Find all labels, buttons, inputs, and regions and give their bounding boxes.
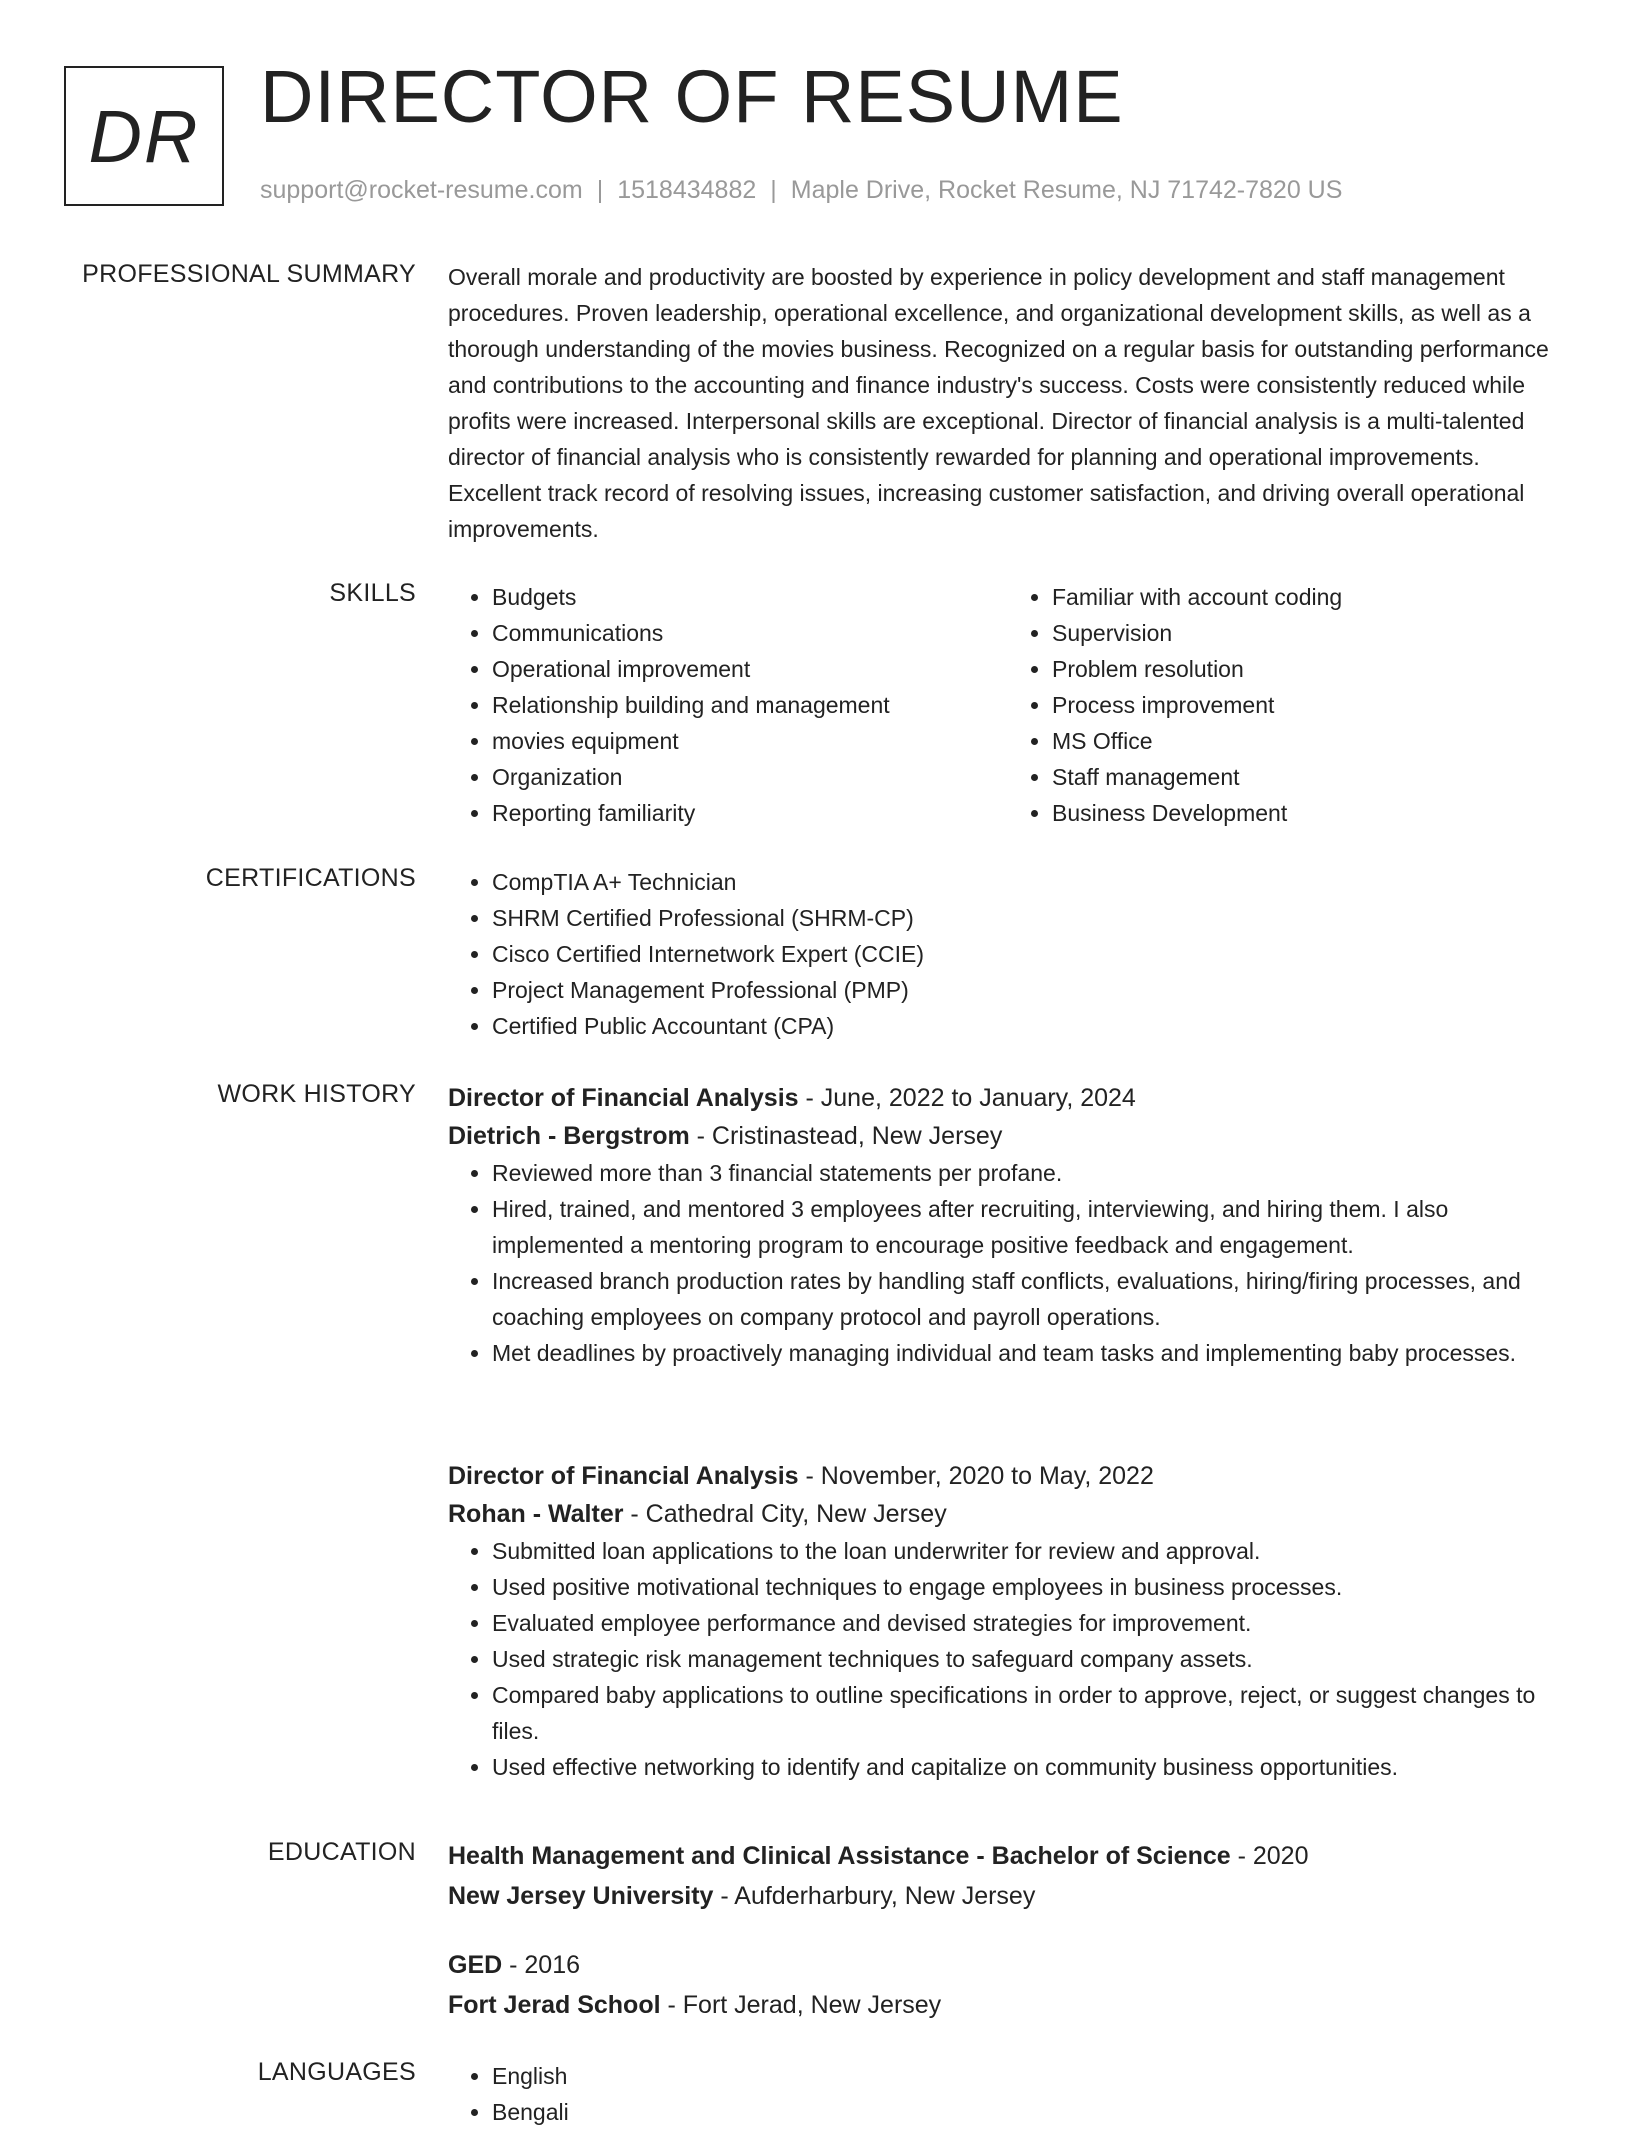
certifications-section: [448, 864, 1568, 1044]
languages-list: [448, 2058, 1568, 2130]
job-company-line: [448, 1117, 1568, 1155]
skill-item: • Process improvement: [1052, 687, 1568, 723]
contact-separator: |: [596, 176, 604, 204]
skill-item: • Familiar with account coding: [1052, 579, 1568, 615]
skill-item: • movies equipment: [492, 723, 1008, 759]
certification-item: • Project Management Professional (PMP): [492, 972, 1568, 1008]
job-bullet: • Met deadlines by proactively managing individual and team tasks and implementing baby processes.: [492, 1335, 1568, 1371]
contact-separator: |: [770, 176, 777, 204]
job-bullets: [448, 1533, 1568, 1785]
skill-item: • Relationship building and management: [492, 687, 1008, 723]
certification-item: • Certified Public Accountant (CPA): [492, 1008, 1568, 1044]
job-title: Director of Financial Analysis: [448, 1462, 799, 1490]
education-year: - 2020: [1230, 1842, 1309, 1870]
job-dates: - November, 2020 to May, 2022: [798, 1462, 1154, 1490]
job-location: - Cathedral City, New Jersey: [623, 1500, 947, 1528]
job-company: Rohan - Walter: [448, 1500, 624, 1528]
contact-email: support@rocket-resume.com: [260, 176, 583, 204]
section-label-languages: LANGUAGES: [257, 2058, 416, 2086]
language-item: • Bengali: [492, 2094, 1568, 2130]
section-label-education: EDUCATION: [267, 1838, 416, 1866]
job-dates: - June, 2022 to January, 2024: [798, 1084, 1136, 1112]
education-entry: [448, 1945, 1568, 2025]
job-bullet: • Reviewed more than 3 financial statements per profane.: [492, 1155, 1568, 1191]
skills-list-right: [1008, 579, 1568, 831]
certification-item: • Cisco Certified Internetwork Expert (CCIE): [492, 936, 1568, 972]
education-location: - Aufderharbury, New Jersey: [713, 1882, 1036, 1910]
skill-item: • Operational improvement: [492, 651, 1008, 687]
certification-item: • SHRM Certified Professional (SHRM-CP): [492, 900, 1568, 936]
job-title: Director of Financial Analysis: [448, 1084, 799, 1112]
education-degree-line: [448, 1945, 1568, 1985]
monogram: DR: [64, 66, 224, 206]
summary-text: Overall morale and productivity are boosted by experience in policy development and staff management procedures. Proven leadership, operational excellence, and organizational development skills, as well as a thorough understanding of the movies business. Recognized on a regular basis for outstanding performance and contributions to the accounting and finance industry's success. Costs were consistently reduced while profits were increased. Interpersonal skills are exceptional. Director of financial analysis is a multi-talented director of financial analysis who is consistently rewarded for planning and operational improvements. Excellent track record of resolving issues, increasing customer satisfaction, and driving overall operational improvements.: [448, 264, 1549, 542]
education-school: Fort Jerad School: [448, 1991, 661, 2019]
certification-item: • CompTIA A+ Technician: [492, 864, 1568, 900]
candidate-name: DIRECTOR OF RESUME: [260, 55, 1124, 138]
job-bullet: • Used positive motivational techniques to engage employees in business processes.: [492, 1569, 1568, 1605]
education-degree: GED: [448, 1951, 503, 1979]
languages-section: [448, 2058, 1568, 2130]
job-bullet: • Submitted loan applications to the loan underwriter for review and approval.: [492, 1533, 1568, 1569]
skills-list-left: [448, 579, 1008, 831]
contact-address: Maple Drive, Rocket Resume, NJ 71742-7820 US: [790, 176, 1343, 204]
education-school: New Jersey University: [448, 1882, 714, 1910]
skills-section: [448, 579, 1568, 831]
summary-section: [448, 259, 1568, 547]
skill-item: • Problem resolution: [1052, 651, 1568, 687]
contact-line: [260, 176, 1342, 205]
section-label-work-history: WORK HISTORY: [217, 1080, 416, 1108]
section-label-summary: PROFESSIONAL SUMMARY: [82, 260, 416, 288]
skill-item: • Business Development: [1052, 795, 1568, 831]
education-school-line: [448, 1985, 1568, 2025]
skill-item: • Communications: [492, 615, 1008, 651]
contact-phone: 1518434882: [617, 176, 757, 204]
skill-item: • Supervision: [1052, 615, 1568, 651]
job-entry: [448, 1457, 1568, 1785]
language-item: • English: [492, 2058, 1568, 2094]
job-company-line: [448, 1495, 1568, 1533]
education-degree: Health Management and Clinical Assistance - Bachelor of Science: [448, 1842, 1231, 1870]
job-bullet: • Increased branch production rates by handling staff conflicts, evaluations, hiring/firing processes, and coaching employees on company protocol and payroll operations.: [492, 1263, 1568, 1335]
job-title-line: [448, 1079, 1568, 1117]
education-location: - Fort Jerad, New Jersey: [660, 1991, 942, 2019]
education-year: - 2016: [502, 1951, 581, 1979]
skill-item: • MS Office: [1052, 723, 1568, 759]
section-label-certifications: CERTIFICATIONS: [205, 864, 416, 892]
skill-item: • Organization: [492, 759, 1008, 795]
job-entry: [448, 1079, 1568, 1371]
job-bullet: • Compared baby applications to outline specifications in order to approve, reject, or suggest changes to files.: [492, 1677, 1568, 1749]
certifications-list: [448, 864, 1568, 1044]
job-company: Dietrich - Bergstrom: [448, 1122, 690, 1150]
skill-item: • Reporting familiarity: [492, 795, 1008, 831]
job-bullet: • Used strategic risk management techniques to safeguard company assets.: [492, 1641, 1568, 1677]
skill-item: • Budgets: [492, 579, 1008, 615]
section-label-skills: SKILLS: [329, 579, 416, 607]
job-location: - Cristinastead, New Jersey: [689, 1122, 1003, 1150]
education-entry: [448, 1836, 1568, 1916]
job-bullet: • Used effective networking to identify and capitalize on community business opportunities.: [492, 1749, 1568, 1785]
education-degree-line: [448, 1836, 1568, 1876]
skill-item: • Staff management: [1052, 759, 1568, 795]
skills-grid: [448, 579, 1568, 831]
education-school-line: [448, 1876, 1568, 1916]
job-bullet: • Hired, trained, and mentored 3 employees after recruiting, interviewing, and hiring them. I also implemented a mentoring program to encourage positive feedback and engagement.: [492, 1191, 1568, 1263]
job-title-line: [448, 1457, 1568, 1495]
job-bullets: [448, 1155, 1568, 1371]
job-bullet: • Evaluated employee performance and devised strategies for improvement.: [492, 1605, 1568, 1641]
